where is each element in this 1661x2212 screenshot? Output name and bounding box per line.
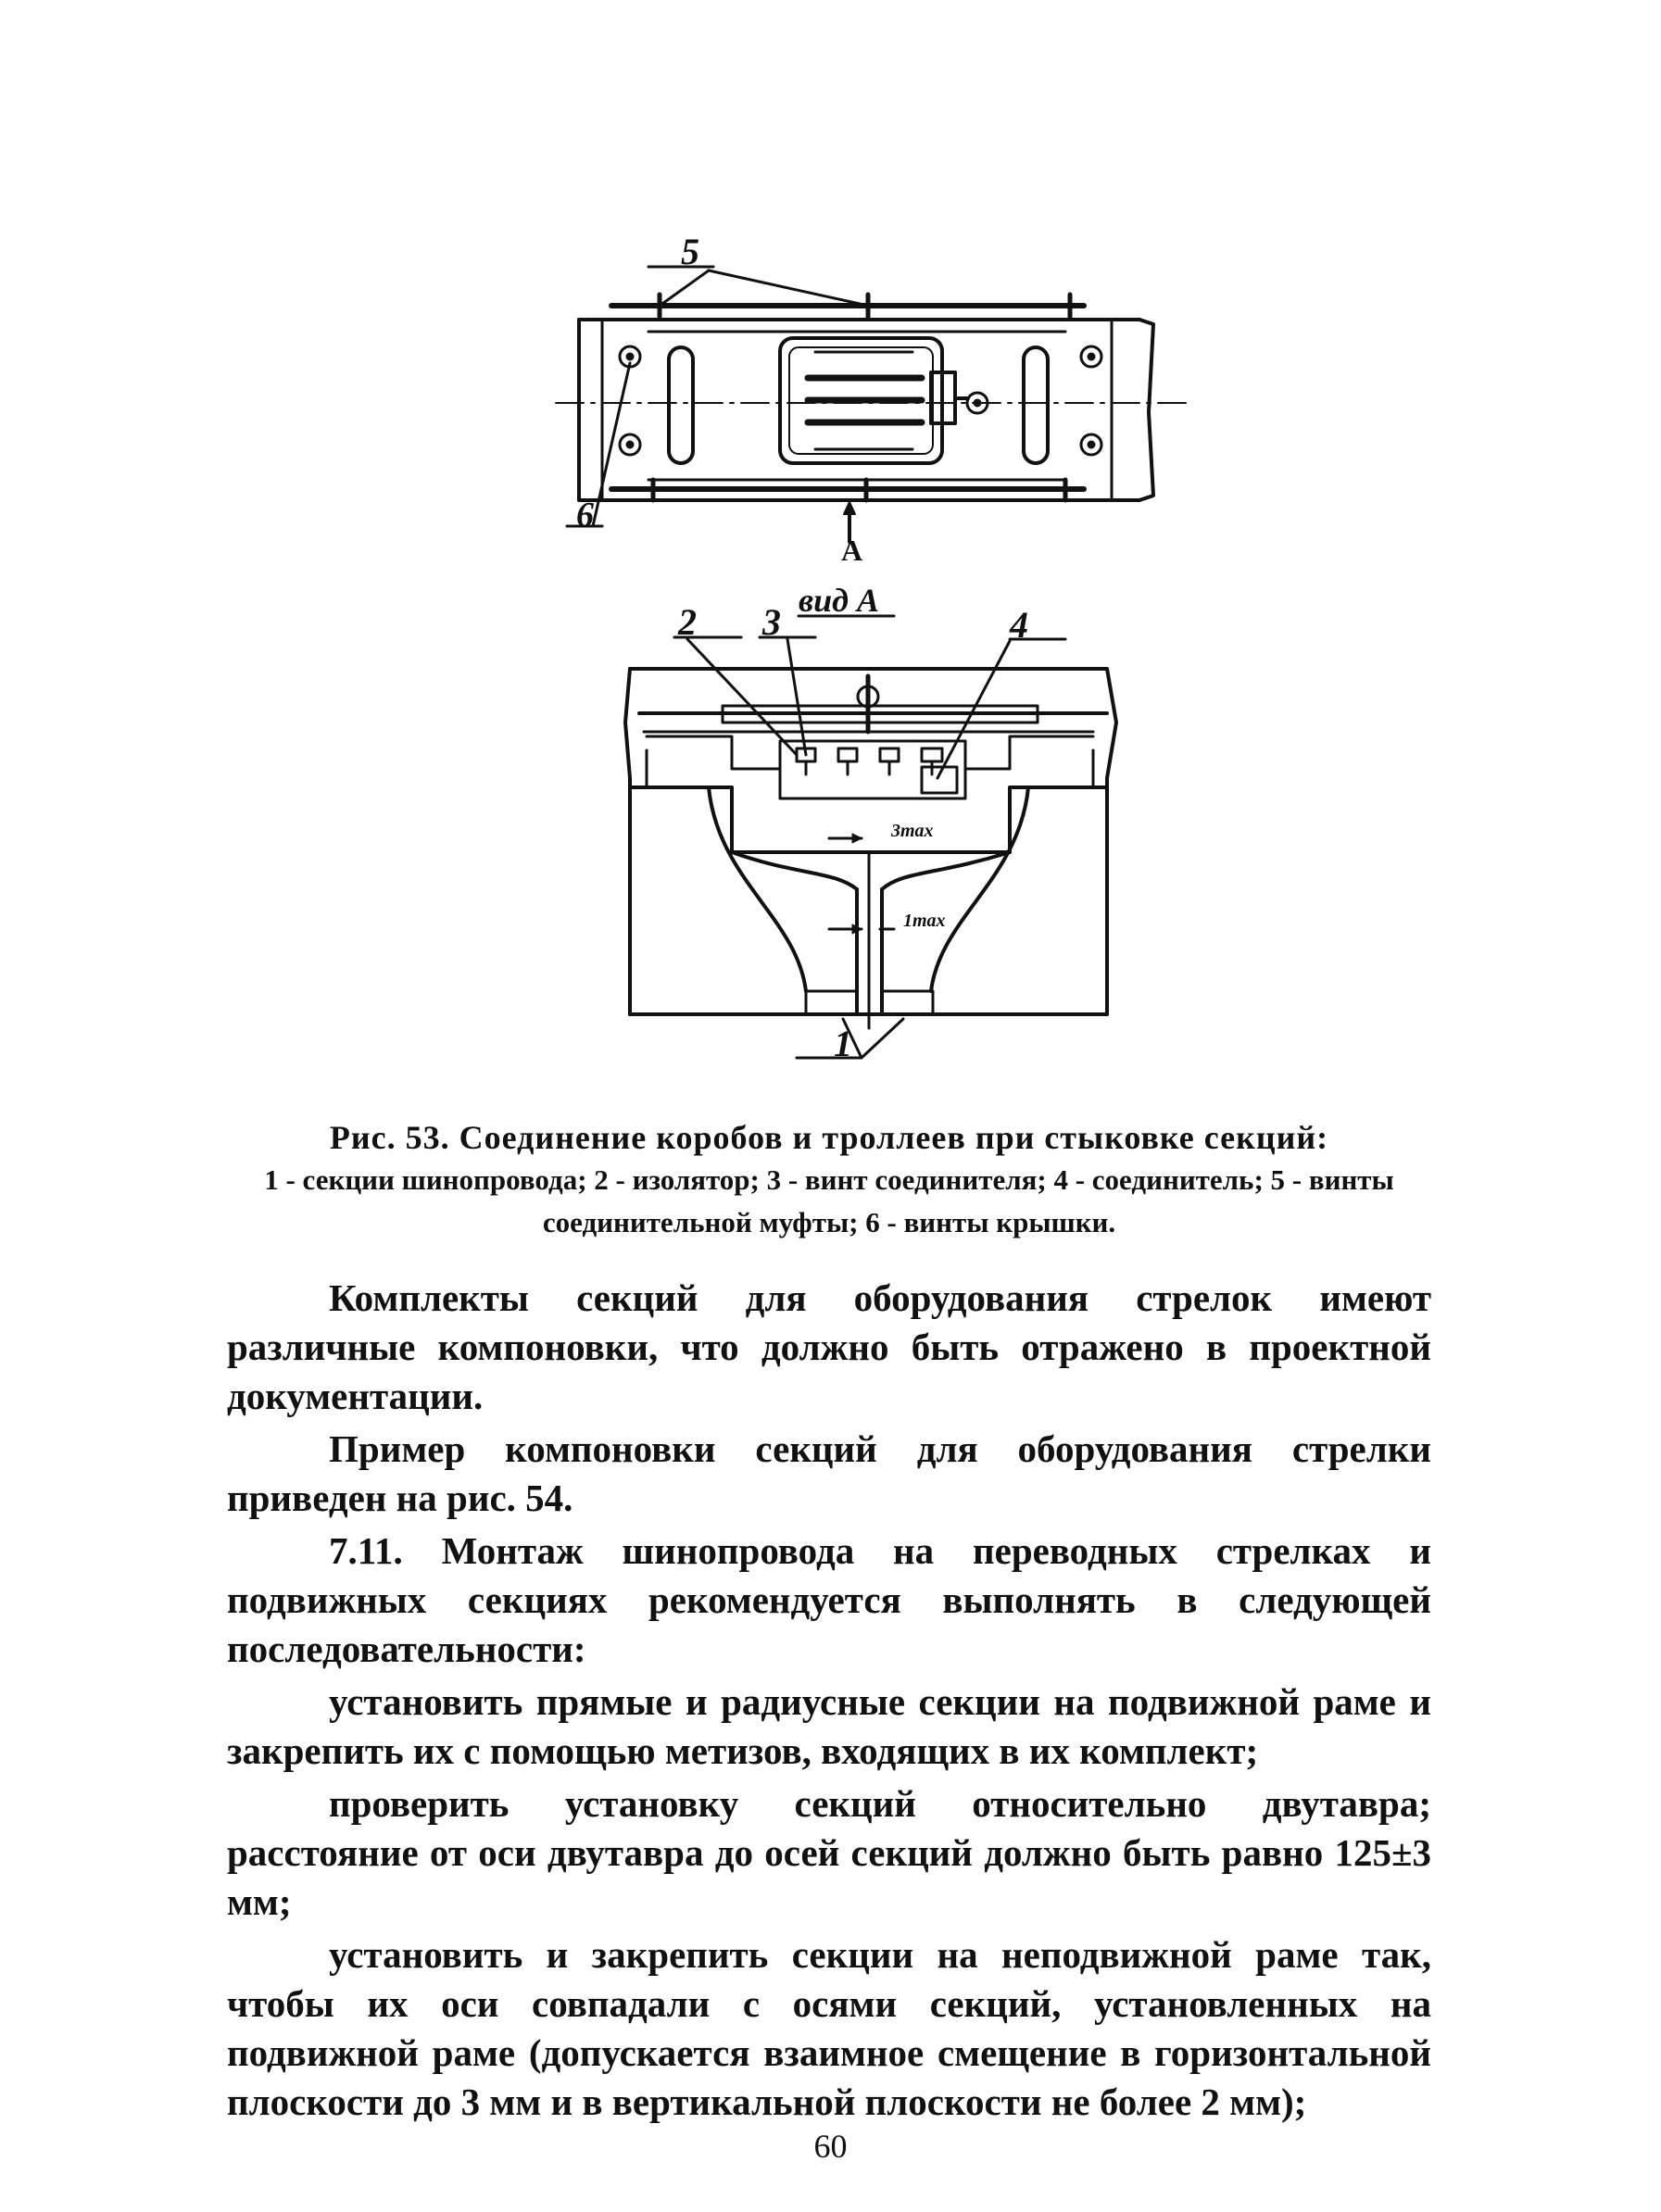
- paragraph: установить и закрепить секции на неподвижной раме так, чтобы их оси совпадали с осями секций, установленных на подвижной раме (допускается взаимное смещение в горизонтальной плоскости до 3 мм и в вертикальной плоскости не более 2 мм);: [227, 1933, 1431, 2123]
- callout-6-label: 6: [576, 496, 594, 534]
- gap-3max-label: 3max: [891, 821, 934, 841]
- callout-3-label: 3: [762, 601, 781, 643]
- figure-53: [0, 0, 1661, 1102]
- section-view-a-drawing: [625, 616, 1116, 1058]
- callout-5-label: 5: [681, 231, 699, 272]
- technical-drawing: [0, 0, 1661, 1102]
- view-a-title: вид А: [799, 582, 879, 619]
- caption-legend: 1 - секции шинопровода; 2 - изолятор; 3 - винт соединителя; 4 - соединитель; 5 - винты соединительной муфты; 6 - винты крышки.: [264, 1163, 1394, 1238]
- paragraph: установить прямые и радиусные секции на подвижной раме и закрепить их с помощью метизов, входящих в их комплект;: [227, 1680, 1431, 1772]
- callout-4-label: 4: [1010, 604, 1028, 646]
- body-text: [227, 1274, 1431, 2127]
- caption-title: Рис. 53. Соединение коробов и троллеев при стыковке секций:: [329, 1119, 1329, 1156]
- arrow-a-label: A: [841, 534, 863, 567]
- figure-caption: [227, 1116, 1431, 1244]
- top-view-drawing: [556, 267, 1186, 542]
- paragraph: проверить установку секций относительно двутавра; расстояние от оси двутавра до осей секций должно быть равно 125±3 мм;: [227, 1782, 1431, 1923]
- paragraph: Пример компоновки секций для оборудования стрелки приведен на рис. 54.: [227, 1427, 1431, 1519]
- paragraph: 7.11. Монтаж шинопровода на переводных стрелках и подвижных секциях рекомендуется выполнять в следующей последовательности:: [227, 1529, 1431, 1670]
- callout-1-label: 1: [834, 1023, 852, 1064]
- page-number: 60: [813, 2128, 848, 2165]
- gap-1max-label: 1max: [903, 911, 946, 931]
- paragraph: Комплекты секций для оборудования стрелок имеют различные компоновки, что должно быть отражено в проектной документации.: [227, 1276, 1431, 1417]
- callout-2-label: 2: [678, 601, 697, 643]
